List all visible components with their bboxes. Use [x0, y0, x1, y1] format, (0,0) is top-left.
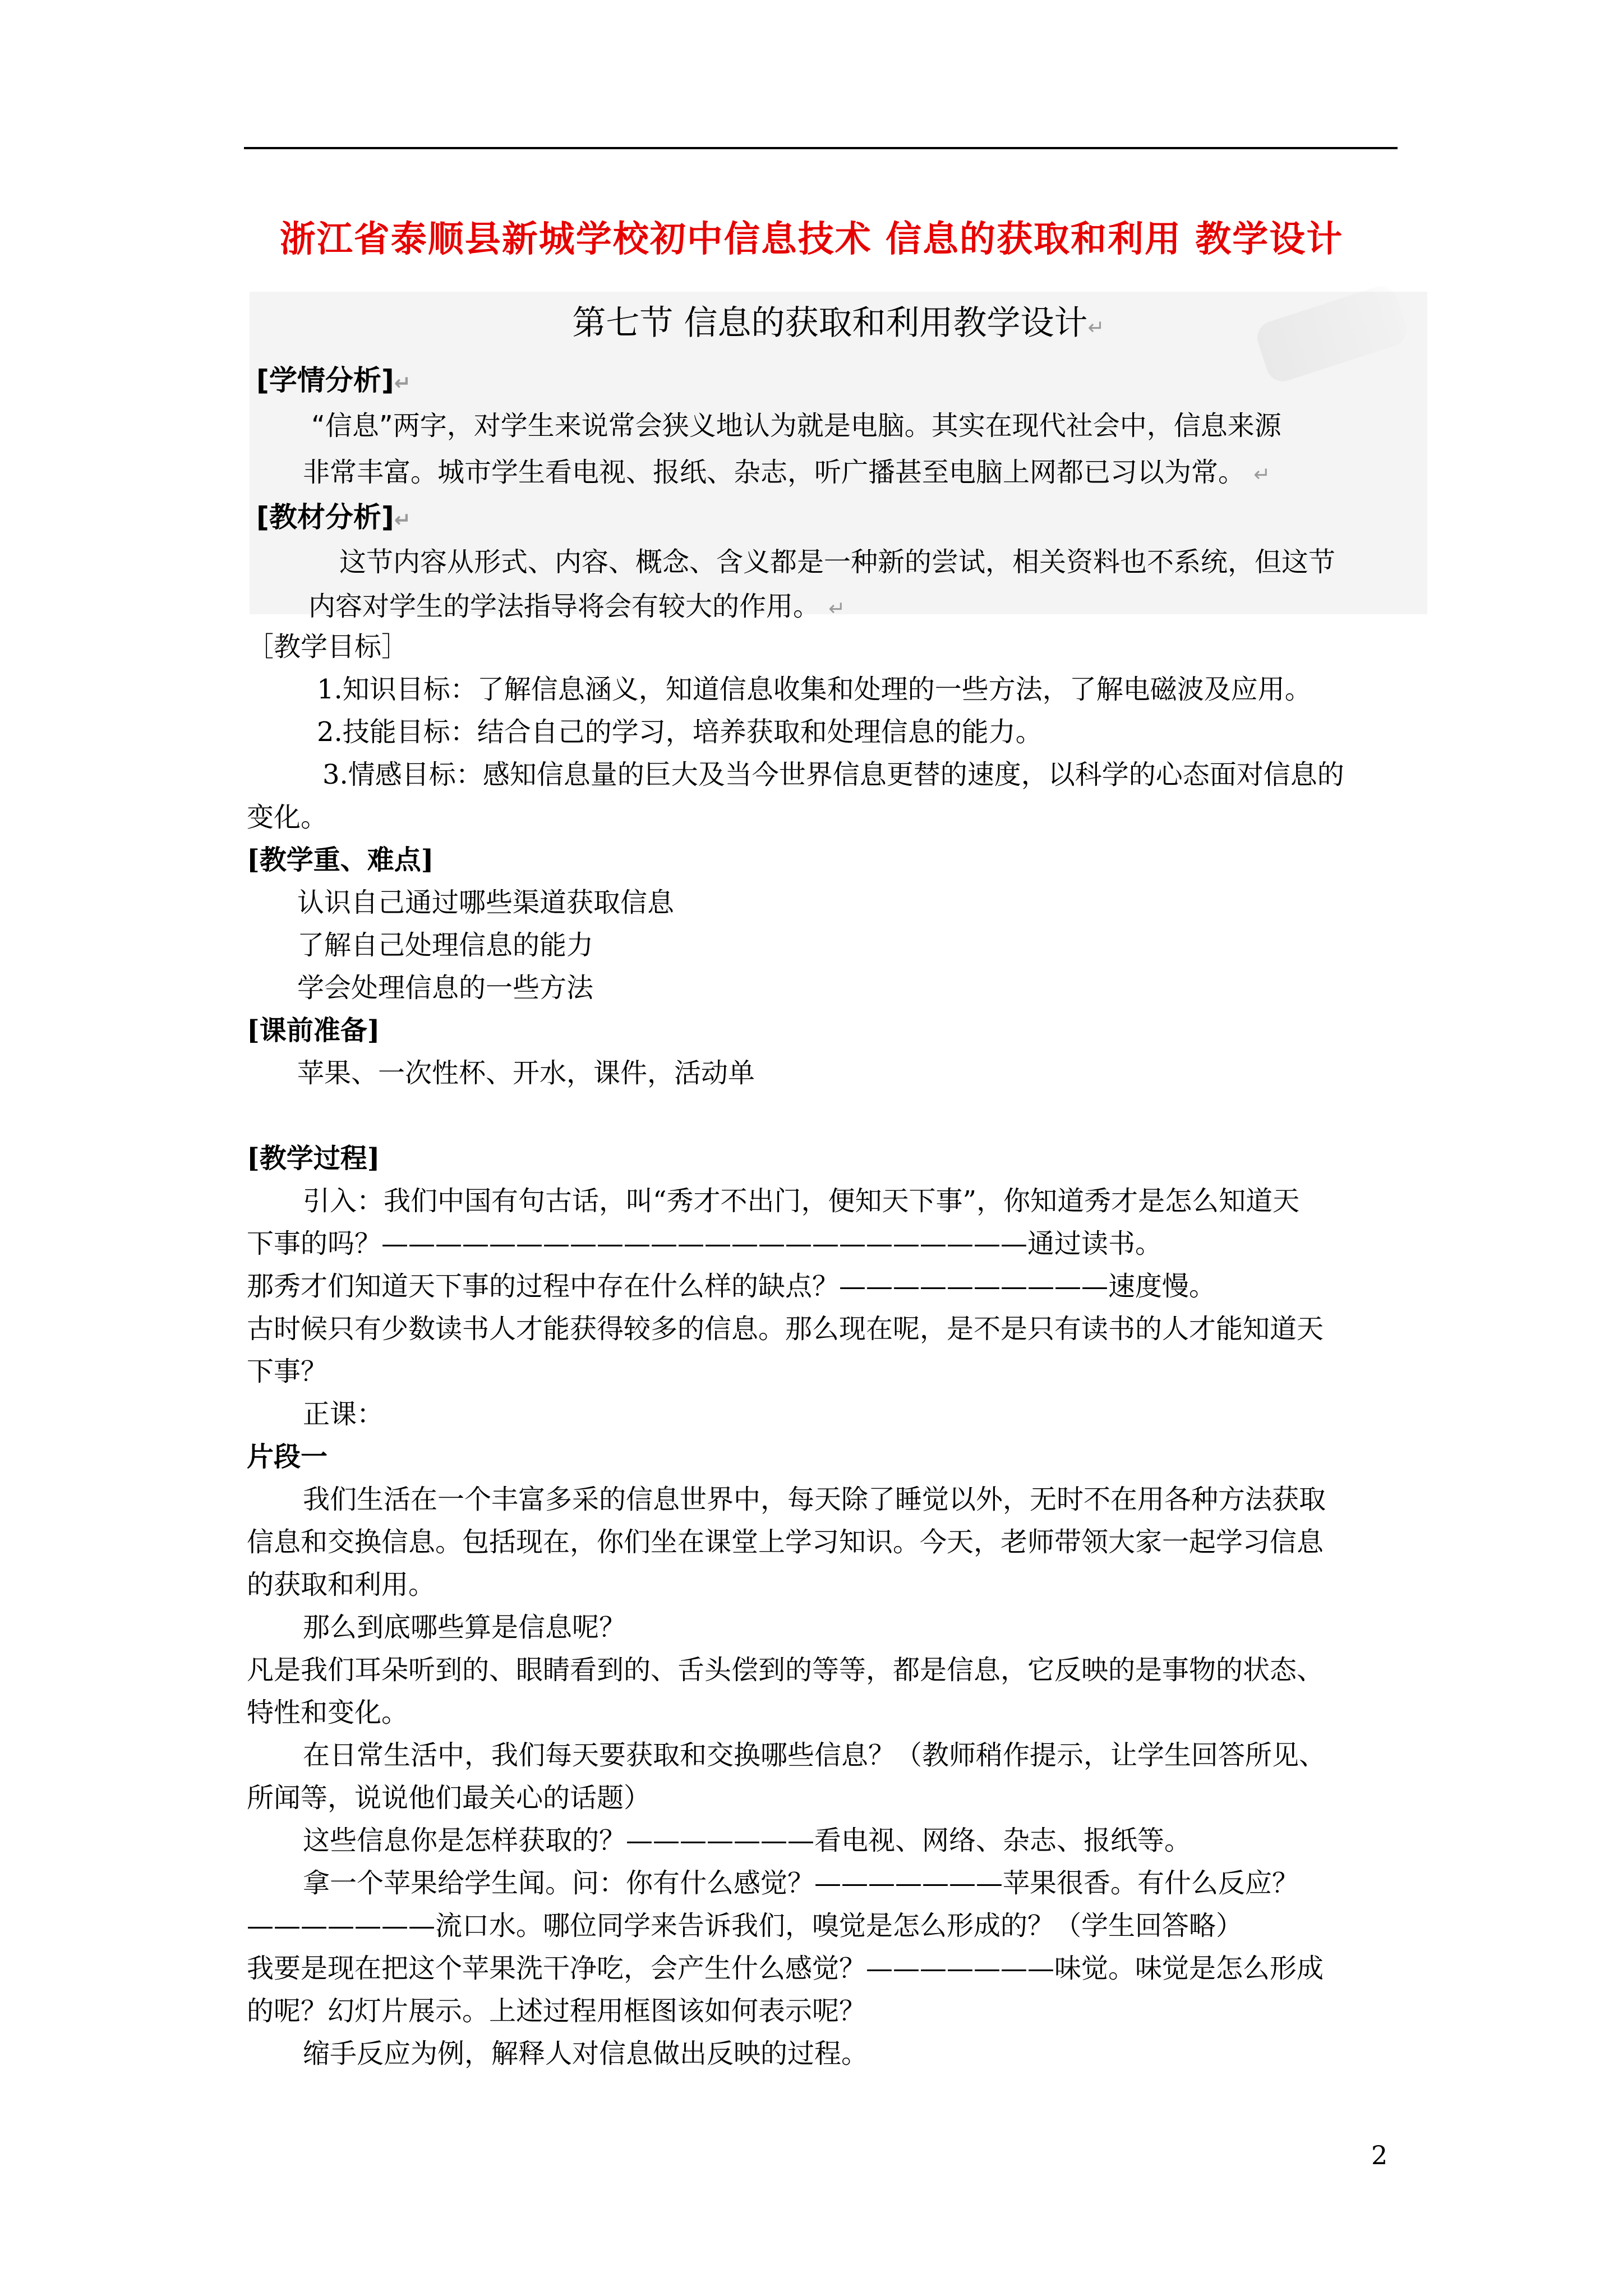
process-line: 古时候只有少数读书人才能获得较多的信息。那么现在呢，是不是只有读书的人才能知道天	[247, 1313, 1324, 1345]
process-line: 在日常生活中，我们每天要获取和交换哪些信息？（教师稍作提示，让学生回答所见、	[303, 1740, 1326, 1771]
scan-paragraph-line: 这节内容从形式、内容、概念、含义都是一种新的尝试，相关资料也不系统，但这节	[339, 546, 1336, 578]
process-line: ———————流口水。哪位同学来告诉我们，嗅觉是怎么形成的？（学生回答略）	[247, 1910, 1243, 1941]
keypoint-item: 学会处理信息的一些方法	[297, 972, 594, 1004]
process-line: 特性和变化。	[247, 1697, 409, 1728]
page-title: 浙江省泰顺县新城学校初中信息技术 信息的获取和利用 教学设计	[279, 219, 1344, 260]
scanned-image	[250, 292, 1427, 622]
process-line: 那秀才们知道天下事的过程中存在什么样的缺点？——————————速度慢。	[247, 1271, 1216, 1302]
goal-skill: 2.技能目标：结合自己的学习，培养获取和处理信息的能力。	[317, 716, 1043, 748]
header-rule	[244, 147, 1398, 149]
process-line: 我要是现在把这个苹果洗干净吃，会产生什么感觉？———————味觉。味觉是怎么形成	[247, 1953, 1324, 1984]
process-line: 正课：	[303, 1398, 384, 1430]
process-line: 我们生活在一个丰富多采的信息世界中，每天除了睡觉以外，无时不在用各种方法获取	[303, 1484, 1326, 1515]
prep-items: 苹果、一次性杯、开水，课件，活动单	[297, 1057, 755, 1089]
goal-emotion: 3.情感目标：感知信息量的巨大及当今世界信息更替的速度，以科学的心态面对信息的	[322, 759, 1344, 790]
process-line: 凡是我们耳朵听到的、眼睛看到的、舌头偿到的等等，都是信息，它反映的是事物的状态、	[247, 1654, 1324, 1686]
process-line: 所闻等，说说他们最关心的话题）	[247, 1782, 651, 1814]
scan-title: 第七节 信息的获取和利用教学设计↵	[572, 303, 1105, 343]
goals-heading: ［教学目标］	[247, 631, 409, 662]
process-line: 的呢？幻灯片展示。上述过程用框图该如何表示呢？	[247, 1995, 866, 2027]
scan-paragraph-line: 非常丰富。城市学生看电视、报纸、杂志，听广播甚至电脑上网都已习以为常。 ↵	[303, 457, 1271, 488]
process-line: 缩手反应为例，解释人对信息做出反映的过程。	[303, 2038, 869, 2069]
scan-paragraph-line: “信息”两字，对学生来说常会狭义地认为就是电脑。其实在现代社会中，信息来源	[311, 410, 1281, 441]
keypoint-item: 认识自己通过哪些渠道获取信息	[297, 887, 675, 918]
scan-heading-material-analysis: [教材分析]↵	[256, 501, 411, 533]
process-heading: [教学过程]	[247, 1143, 380, 1174]
process-line: 的获取和利用。	[247, 1569, 436, 1600]
process-line: 这些信息你是怎样获取的？———————看电视、网络、杂志、报纸等。	[303, 1825, 1192, 1856]
document-body	[247, 625, 1402, 2075]
segment-heading: 片段一	[247, 1441, 328, 1473]
process-line: 信息和交换信息。包括现在，你们坐在课堂上学习知识。今天，老师带领大家一起学习信息	[247, 1526, 1324, 1558]
keypoint-item: 了解自己处理信息的能力	[297, 930, 594, 961]
goal-emotion-cont: 变化。	[247, 802, 328, 833]
scan-heading-student-analysis: [学情分析]↵	[256, 364, 411, 397]
keypoints-heading: [教学重、难点]	[247, 844, 434, 876]
process-line: 拿一个苹果给学生闻。问：你有什么感觉？———————苹果很香。有什么反应？	[303, 1867, 1299, 1899]
process-line: 下事？	[247, 1356, 328, 1387]
page-number: 2	[1371, 2140, 1388, 2170]
process-line: 下事的吗？————————————————————————通过读书。	[247, 1228, 1163, 1259]
process-line: 引入：我们中国有句古话，叫“秀才不出门，便知天下事”，你知道秀才是怎么知道天	[303, 1185, 1300, 1217]
scan-paragraph-line: 内容对学生的学法指导将会有较大的作用。 ↵	[308, 591, 846, 622]
prep-heading: [课前准备]	[247, 1015, 380, 1046]
process-line: 那么到底哪些算是信息呢？	[303, 1612, 626, 1643]
goal-knowledge: 1.知识目标：了解信息涵义，知道信息收集和处理的一些方法，了解电磁波及应用。	[317, 674, 1312, 705]
